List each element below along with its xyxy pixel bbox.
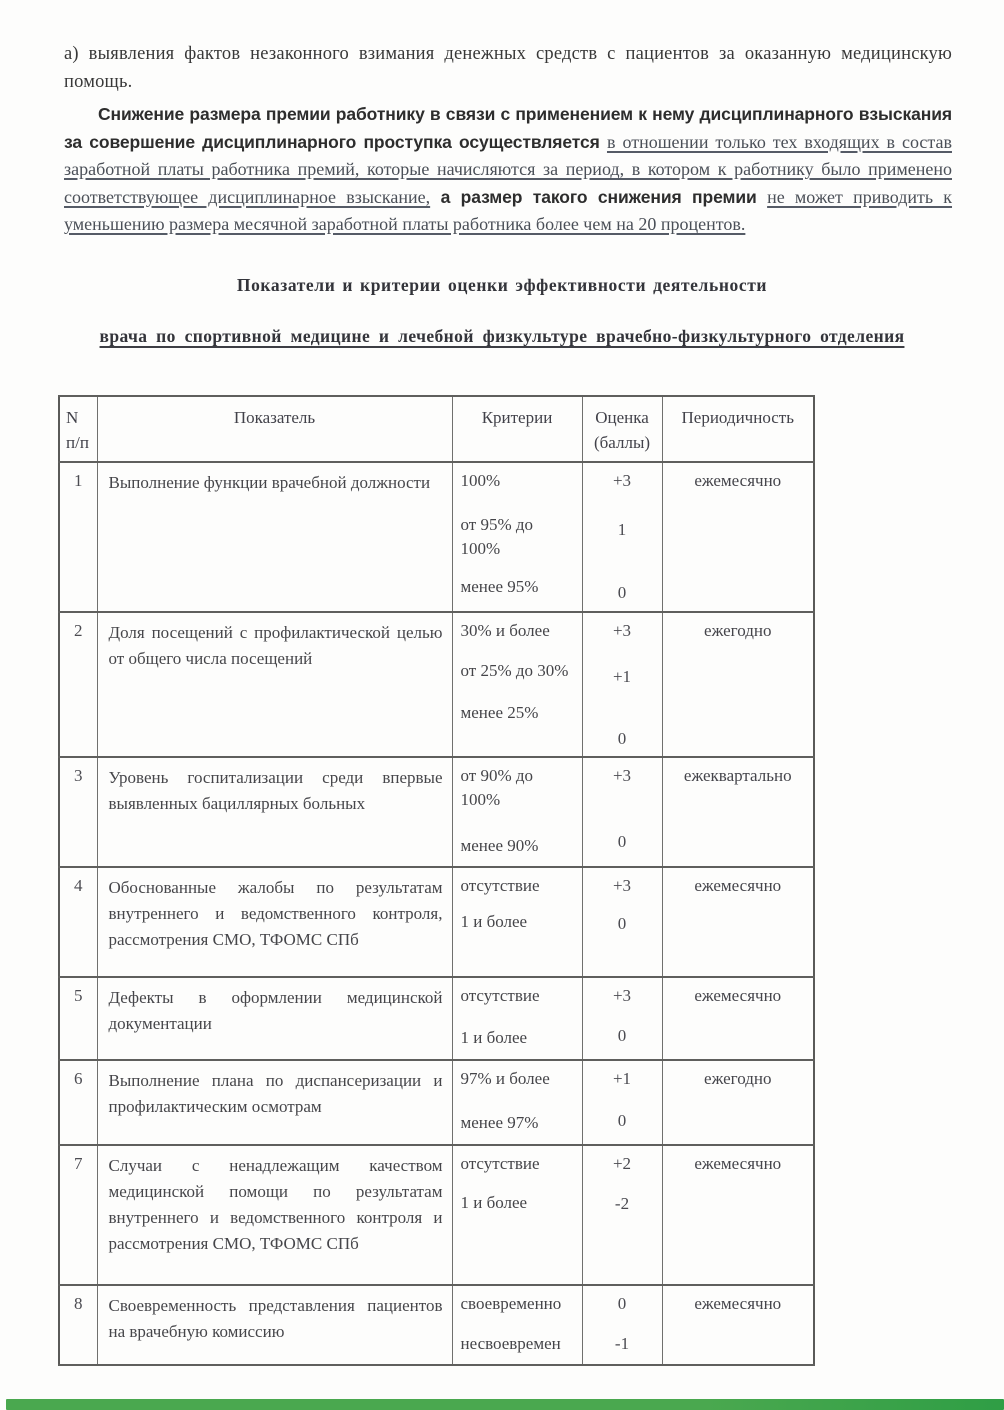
criteria-table-body — [59, 462, 814, 1365]
score-cell — [582, 757, 662, 867]
criterion-score: 0 — [617, 1293, 627, 1313]
criterion-label: 30% и более — [460, 620, 550, 640]
table-row — [59, 1145, 814, 1285]
document-subtitle — [70, 322, 934, 351]
criterion-score: 0 — [617, 913, 627, 933]
table-row — [59, 757, 814, 867]
row-number: 7 — [59, 1145, 97, 1285]
paragraph-segment: Снижение размера премии работнику в связи с применением к нему дисциплинарного взыскания за совершение дисциплинарного проступка осуществляется — [64, 104, 952, 152]
criteria-cell — [452, 612, 582, 757]
criterion-label: 1 и более — [460, 1192, 528, 1212]
row-number: 2 — [59, 612, 97, 757]
periodicity-text: ежегодно — [662, 612, 814, 757]
criterion-score: 0 — [617, 831, 627, 851]
criterion-score: -2 — [614, 1193, 630, 1213]
score-cell — [582, 867, 662, 977]
scanner-edge-artifact — [6, 1399, 1004, 1410]
criterion-label: менее 97% — [460, 1112, 539, 1132]
row-number: 5 — [59, 977, 97, 1060]
criterion-label: отсутствие — [460, 1153, 540, 1173]
criterion-score: +1 — [612, 1068, 632, 1088]
row-number: 6 — [59, 1060, 97, 1145]
header-periodicity: Периодичность — [662, 396, 814, 462]
criterion-score: +1 — [612, 666, 632, 686]
indicator-text: Случаи с ненадлежащим качеством медицинской помощи по результатам внутреннего и ведомственного контроля и рассмотрения СМО, ТФОМС СПб — [97, 1145, 452, 1285]
criterion-label: несвоевремен — [460, 1333, 561, 1353]
indicator-text: Дефекты в оформлении медицинской документации — [97, 977, 452, 1060]
criteria-cell — [452, 1145, 582, 1285]
score-cell — [582, 1060, 662, 1145]
criterion-score: 0 — [617, 1025, 627, 1045]
header-score: Оценка (баллы) — [582, 396, 662, 462]
criterion-label: 100% — [460, 470, 501, 490]
criterion-label: 1 и более — [460, 1027, 528, 1047]
score-cell — [582, 977, 662, 1060]
performance-criteria-table — [58, 395, 815, 1366]
indicator-text: Своевременность представления пациентов на врачебную комиссию — [97, 1285, 452, 1365]
criterion-score: +2 — [612, 1153, 632, 1173]
paragraph-item-a: а) выявления фактов незаконного взимания денежных средств с пациентов за оказанную медицинскую помощь. — [64, 44, 952, 92]
underlined-clause: не может приводить к уменьшению размера месячной заработной платы работника более чем на 20 процентов. — [64, 186, 953, 234]
row-number: 8 — [59, 1285, 97, 1365]
periodicity-text: ежемесячно — [662, 977, 814, 1060]
criterion-label: менее 25% — [460, 702, 539, 722]
header-num: N п/п — [59, 396, 97, 462]
criterion-label: от 95% до 100% — [460, 514, 534, 558]
criterion-label: своевременно — [460, 1293, 562, 1313]
criterion-label: 97% и более — [460, 1068, 550, 1088]
periodicity-text: ежеквартально — [662, 757, 814, 867]
indicator-text: Выполнение функции врачебной должности — [97, 462, 452, 612]
indicator-text: Уровень госпитализации среди впервые выявленных бациллярных больных — [97, 757, 452, 867]
criterion-score: +3 — [612, 620, 632, 640]
score-cell — [582, 1145, 662, 1285]
criterion-label: 1 и более — [460, 911, 528, 931]
indicator-text: Выполнение плана по диспансеризации и профилактическим осмотрам — [97, 1060, 452, 1145]
criterion-score: +3 — [612, 985, 632, 1005]
criterion-label: отсутствие — [460, 875, 540, 895]
criteria-cell — [452, 1285, 582, 1365]
criterion-score: +3 — [612, 470, 632, 490]
periodicity-text: ежегодно — [662, 1060, 814, 1145]
underlined-clause: в отношении только тех входящих в состав заработной платы работника премий, которые начисляются за период, в котором к работнику было применено соответствующее дисциплинарное взыскание, — [64, 131, 952, 207]
table-row — [59, 977, 814, 1060]
criterion-score: -1 — [614, 1333, 630, 1353]
criterion-score: 0 — [617, 1110, 627, 1130]
periodicity-text: ежемесячно — [662, 867, 814, 977]
intro-section — [64, 40, 952, 239]
table-row — [59, 867, 814, 977]
criterion-label: от 25% до 30% — [460, 660, 569, 680]
header-criteria: Критерии — [452, 396, 582, 462]
criterion-score: +3 — [612, 765, 632, 785]
criteria-cell — [452, 462, 582, 612]
criterion-score: +3 — [612, 875, 632, 895]
table-row — [59, 462, 814, 612]
criterion-label: отсутствие — [460, 985, 540, 1005]
criterion-score: 1 — [617, 519, 627, 539]
paragraph-premium-reduction — [64, 101, 952, 239]
criterion-label: от 90% до 100% — [460, 765, 534, 809]
indicator-text: Обоснованные жалобы по результатам внутреннего и ведомственного контроля, рассмотрения СМО, ТФОМС СПб — [97, 867, 452, 977]
header-indicator: Показатель — [97, 396, 452, 462]
table-header-row — [59, 396, 814, 462]
table-row — [59, 1285, 814, 1365]
criteria-cell — [452, 1060, 582, 1145]
score-cell — [582, 612, 662, 757]
document-title: Показатели и критерии оценки эффективности деятельности — [236, 274, 768, 295]
criteria-cell — [452, 977, 582, 1060]
row-number: 3 — [59, 757, 97, 867]
indicator-text: Доля посещений с профилактической целью от общего числа посещений — [97, 612, 452, 757]
row-number: 4 — [59, 867, 97, 977]
document-subtitle-text: врача по спортивной медицине и лечебной физкультуре врачебно-физкультурного отделения — [99, 325, 905, 346]
periodicity-text: ежемесячно — [662, 1145, 814, 1285]
periodicity-text: ежемесячно — [662, 462, 814, 612]
criterion-label: менее 90% — [460, 835, 539, 855]
table-row — [59, 612, 814, 757]
criterion-label: менее 95% — [460, 576, 539, 596]
row-number: 1 — [59, 462, 97, 612]
periodicity-text: ежемесячно — [662, 1285, 814, 1365]
score-cell — [582, 462, 662, 612]
paragraph-segment: а размер такого снижения премии — [430, 186, 768, 207]
criteria-cell — [452, 757, 582, 867]
criterion-score: 0 — [617, 728, 627, 748]
table-row — [59, 1060, 814, 1145]
criterion-score: 0 — [617, 582, 627, 602]
criteria-cell — [452, 867, 582, 977]
score-cell — [582, 1285, 662, 1365]
